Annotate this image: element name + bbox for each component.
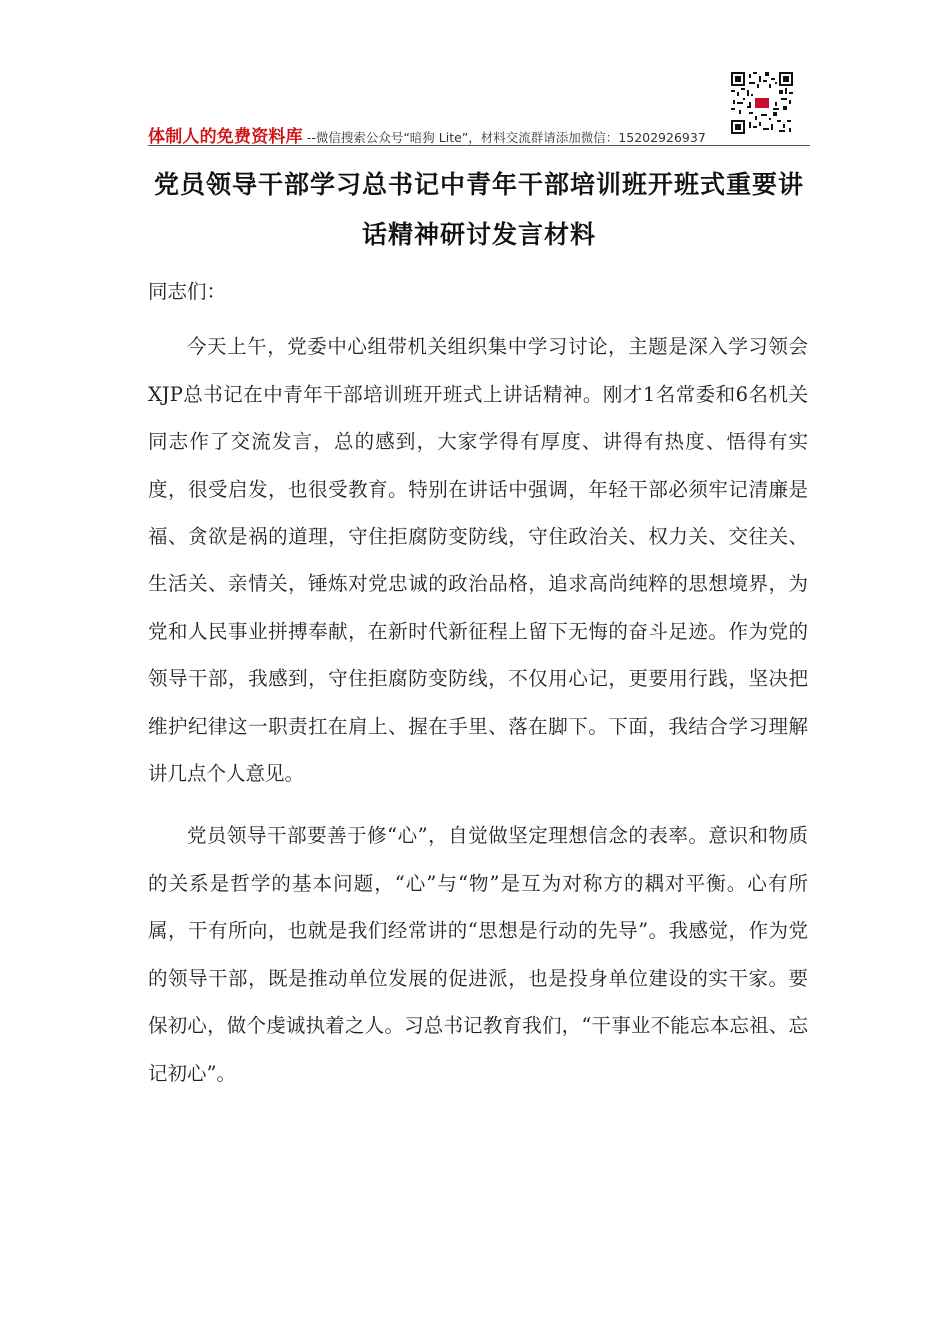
document-title [148,160,810,260]
qr-code-icon [731,72,793,134]
paragraph: 党员领导干部要善于修“心”，自觉做坚定理想信念的表率。意识和物质的关系是哲学的基本问题，“心”与“物”是互为对称方的耦对平衡。心有所属，干有所向，也就是我们经常讲的“思想是行动的先导”。我感觉，作为党的领导干部，既是推动单位发展的促进派，也是投身单位建设的实干家。要保初心，做个虔诚执着之人。习总书记教育我们，“干事业不能忘本忘祖、忘记初心”。 [148,824,808,1085]
title-line-2: 话精神研讨发言材料 [361,220,596,249]
header-subtitle: --微信搜索公众号“暗狗 Lite”，材料交流群请添加微信：15202926937 [306,130,706,145]
paragraph: 今天上午，党委中心组带机关组织集中学习讨论，主题是深入学习领会XJP总书记在中青年干部培训班开班式上讲话精神。刚才1名常委和6名机关同志作了交流发言，总的感到，大家学得有厚度、讲得有热度、悟得有实度，很受启发，也很受教育。特别在讲话中强调，年轻干部必须牢记清廉是福、贪欲是祸的道理，守住拒腐防变防线，守住政治关、权力关、交往关、生活关、亲情关，锤炼对党忠诚的政治品格，追求高尚纯粹的思想境界，为党和人民事业拼搏奉献，在新时代新征程上留下无悔的奋斗足迹。作为党的领导干部，我感到，守住拒腐防变防线，不仅用心记，更要用行践，坚决把维护纪律这一职责扛在肩上、握在手里、落在脚下。下面，我结合学习理解讲几点个人意见。 [148,335,808,786]
document-body [148,268,808,1112]
brand-label: 体制人的免费资料库 [148,127,303,147]
header-divider [148,145,810,146]
watermark-header [148,122,808,147]
title-line-1: 党员领导干部学习总书记中青年干部培训班开班式重要讲 [153,170,804,199]
salutation: 同志们： [148,280,227,303]
